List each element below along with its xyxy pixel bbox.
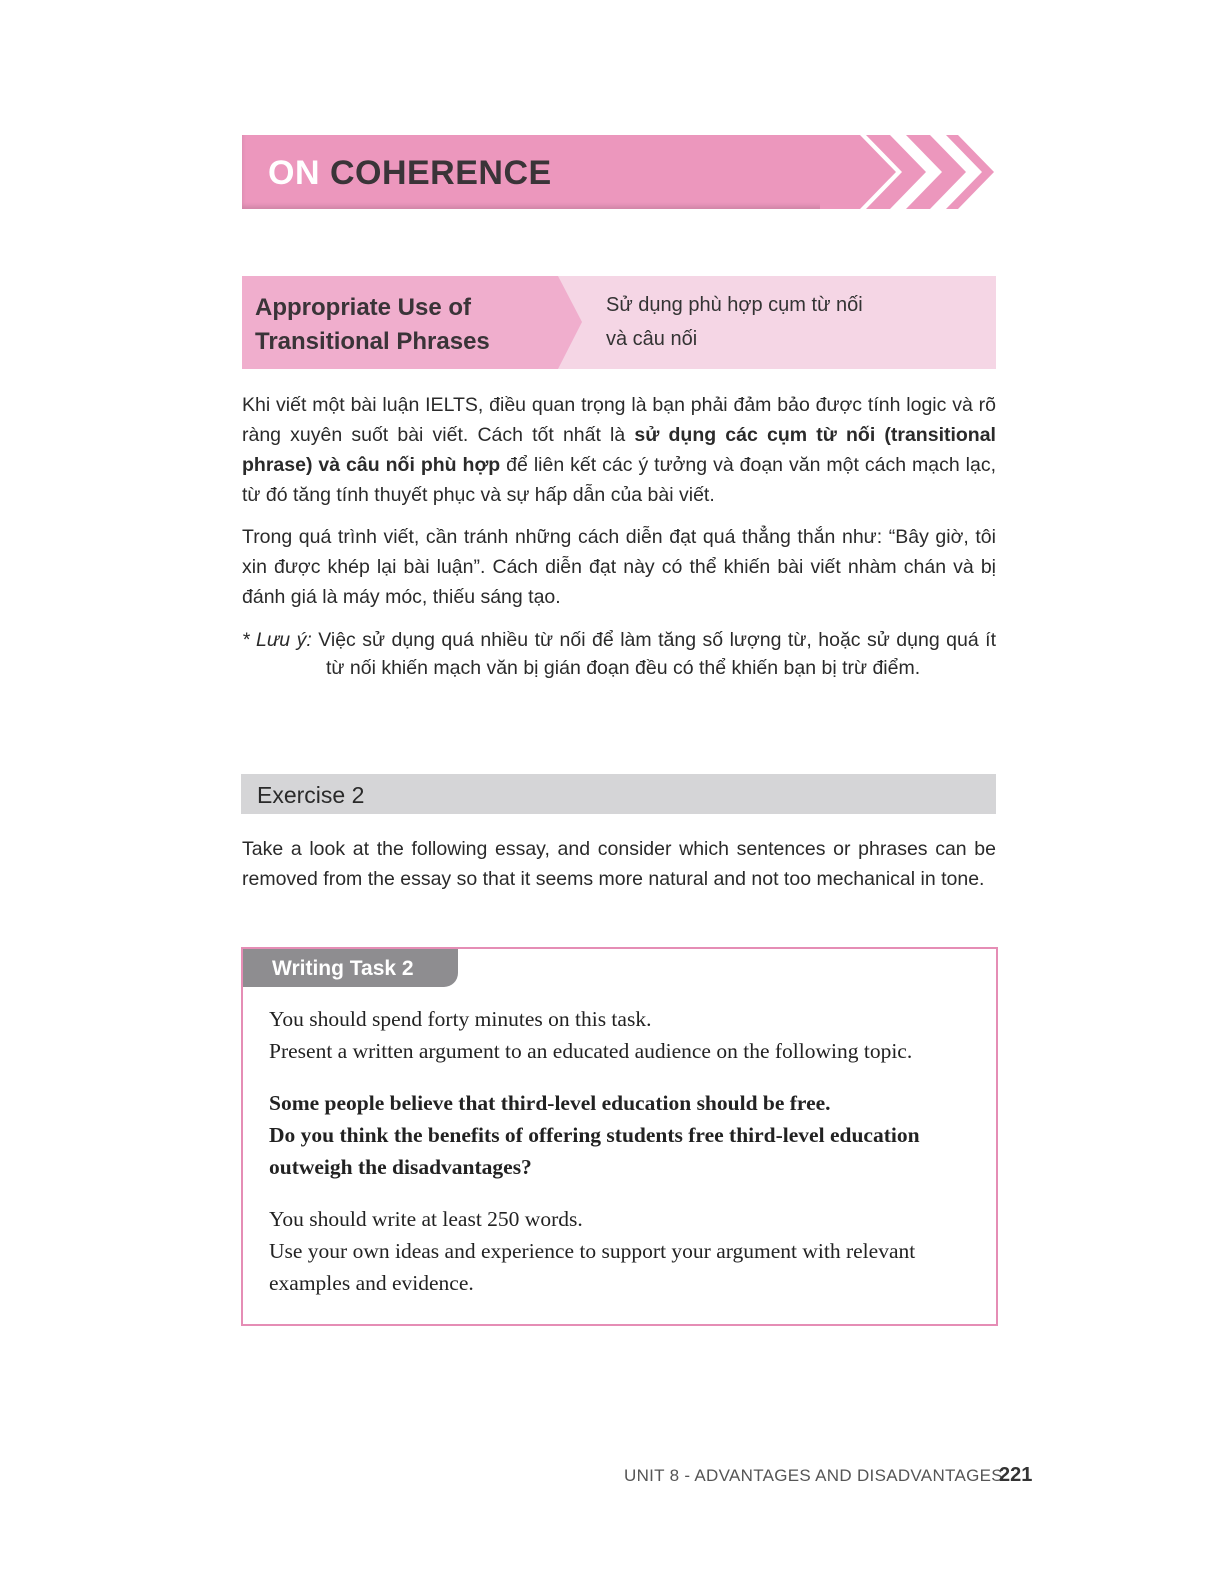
writing-task-tab: Writing Task 2: [243, 949, 458, 987]
footer-unit: UNIT 8 - ADVANTAGES AND DISADVANTAGES: [624, 1466, 1003, 1485]
intro-paragraph: Khi viết một bài luận IELTS, điều quan trọng là bạn phải đảm bảo được tính logic và rõ ràng xuyên suốt bài viết. Cách tốt nhất là sử dụng các cụm từ nối (transitional phrase) và câu nối phù hợp để liên kết các ý tưởng và đoạn văn một cách mạch lạc, từ đó tăng tính thuyết phục và sự hấp dẫn của bài viết.: [242, 394, 996, 506]
note: * Lưu ý: Việc sử dụng quá nhiều từ nối để làm tăng số lượng từ, hoặc sử dụng quá ít từ nối khiến mạch văn bị gián đoạn đều có thể khiến bạn bị trừ điểm.: [242, 629, 996, 679]
section-title-en: Appropriate Use of Transitional Phrases: [255, 294, 490, 355]
exercise-instructions: Take a look at the following essay, and consider which sentences or phrases can be removed from the essay so that it seems more natural and not too mechanical in tone.: [242, 838, 996, 890]
chevron-arrows-icon: [820, 135, 1000, 209]
task-instructions: You should spend forty minutes on this task. Present a written argument to an educated audience on the following topic.: [269, 1007, 913, 1063]
exercise-header: Exercise 2: [241, 774, 996, 814]
section-title-vi: Sử dụng phù hợp cụm từ nối và câu nối: [606, 294, 863, 350]
writing-task-box: [241, 947, 998, 1326]
section-header: [242, 276, 996, 369]
task-question: Some people believe that third-level education should be free. Do you think the benefits of offering students free third-level education outweigh the disadvantages?: [269, 1091, 920, 1179]
page-number: 221: [999, 1464, 1033, 1486]
task-requirements: You should write at least 250 words. Use your own ideas and experience to support your argument with relevant examples and evidence.: [269, 1207, 916, 1295]
page-title: ON COHERENCE: [268, 154, 552, 192]
second-paragraph: Trong quá trình viết, cần tránh những cách diễn đạt quá thẳng thắn như: “Bây giờ, tôi xin được khép lại bài luận”. Cách diễn đạt này có thể khiến bài viết nhàm chán và bị đánh giá là máy móc, thiếu sáng tạo.: [242, 526, 996, 608]
